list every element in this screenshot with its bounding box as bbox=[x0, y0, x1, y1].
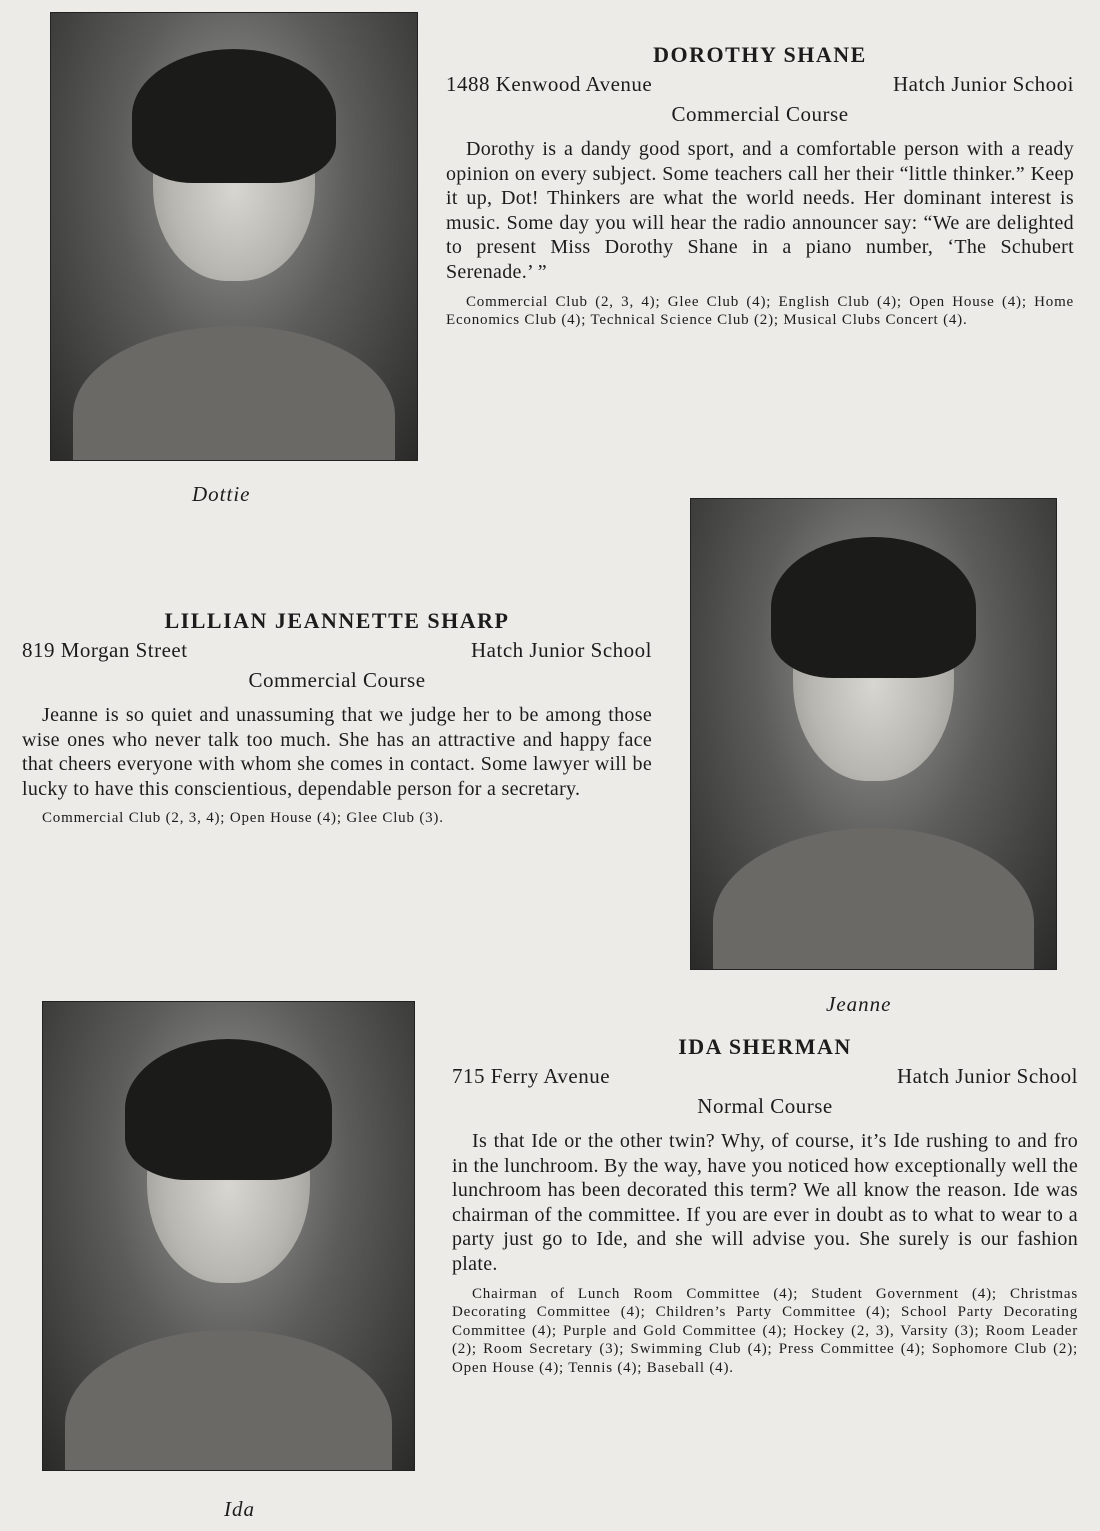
photo-caption-ida: Ida bbox=[224, 1497, 255, 1521]
course-name: Commercial Course bbox=[248, 668, 426, 692]
student-name: LILLIAN JEANNETTE SHARP bbox=[164, 608, 510, 633]
student-bio: Jeanne is so quiet and unassuming that we judge her to be among those wise ones who never talk too much. She has an attractive and happy face that cheers everyone with whom she comes in contact. Some lawyer will be lucky to have this conscientious, dependable person for a secretary. bbox=[22, 704, 652, 800]
student-activities: Commercial Club (2, 3, 4); Glee Club (4); English Club (4); Open House (4); Home Economics Club (4); Technical Science Club (2); Musical Clubs Concert (4). bbox=[446, 293, 1074, 329]
photo-hair bbox=[132, 49, 337, 183]
street-address: 1488 Kenwood Avenue bbox=[446, 72, 653, 96]
photo-shoulders bbox=[73, 326, 395, 461]
student-entry-lillian bbox=[22, 608, 652, 828]
junior-school: Hatch Junior Schooi bbox=[893, 72, 1074, 96]
photo-caption-jeanne: Jeanne bbox=[826, 992, 892, 1016]
student-bio: Is that Ide or the other twin? Why, of course, it’s Ide rushing to and fro in the lunchroom. By the way, have you noticed how exceptionally well the lunchroom has been decorated this term? We all know the reason. Ide was chairman of the committee. If you are ever in doubt as to what to wear to a party just go to Ide, and she will advise you. She surely is our fashion plate. bbox=[452, 1130, 1079, 1275]
student-activities: Chairman of Lunch Room Committee (4); Student Government (4); Christmas Decorating Committee (4); Children’s Party Committee (4); School Party Decorating Committee (4); Purple and Gold Committee (4); Hockey (2, 3), Varsity (3); Room Leader (2); Room Secretary (3); Swimming Club (4); Press Committee (4); Sophomore Club (2); Open House (4); Tennis (4); Baseball (4). bbox=[452, 1285, 1078, 1376]
student-entry-ida bbox=[452, 1034, 1078, 1377]
photo-hair bbox=[125, 1039, 333, 1179]
photo-hair bbox=[771, 537, 975, 678]
photo-shoulders bbox=[713, 828, 1034, 970]
student-activities: Commercial Club (2, 3, 4); Open House (4); Glee Club (3). bbox=[42, 810, 444, 827]
street-address: 819 Morgan Street bbox=[22, 638, 188, 662]
address-line bbox=[22, 638, 652, 663]
student-bio: Dorothy is a dandy good sport, and a comfortable person with a ready opinion on every subject. Some teachers call her their “little thinker.” Keep it up, Dot! Thinkers are what the world needs. Her dominant interest is music. Some day you will hear the radio announcer say: “We are delighted to present Miss Dorothy Shane in a piano number, ‘The Schubert Serenade.’ ” bbox=[446, 138, 1074, 283]
junior-school: Hatch Junior School bbox=[471, 638, 652, 662]
student-photo-dorothy bbox=[50, 12, 418, 461]
address-line bbox=[446, 72, 1074, 97]
course-name: Normal Course bbox=[697, 1094, 833, 1118]
photo-shoulders bbox=[65, 1330, 391, 1471]
student-name: IDA SHERMAN bbox=[678, 1034, 852, 1059]
student-photo-jeanne bbox=[690, 498, 1057, 970]
street-address: 715 Ferry Avenue bbox=[452, 1064, 611, 1088]
student-name: DOROTHY SHANE bbox=[653, 42, 867, 67]
student-photo-ida bbox=[42, 1001, 415, 1471]
address-line bbox=[452, 1064, 1078, 1089]
junior-school: Hatch Junior School bbox=[897, 1064, 1078, 1088]
course-name: Commercial Course bbox=[671, 102, 849, 126]
photo-caption-dottie: Dottie bbox=[192, 482, 251, 506]
student-entry-dorothy bbox=[446, 42, 1074, 330]
